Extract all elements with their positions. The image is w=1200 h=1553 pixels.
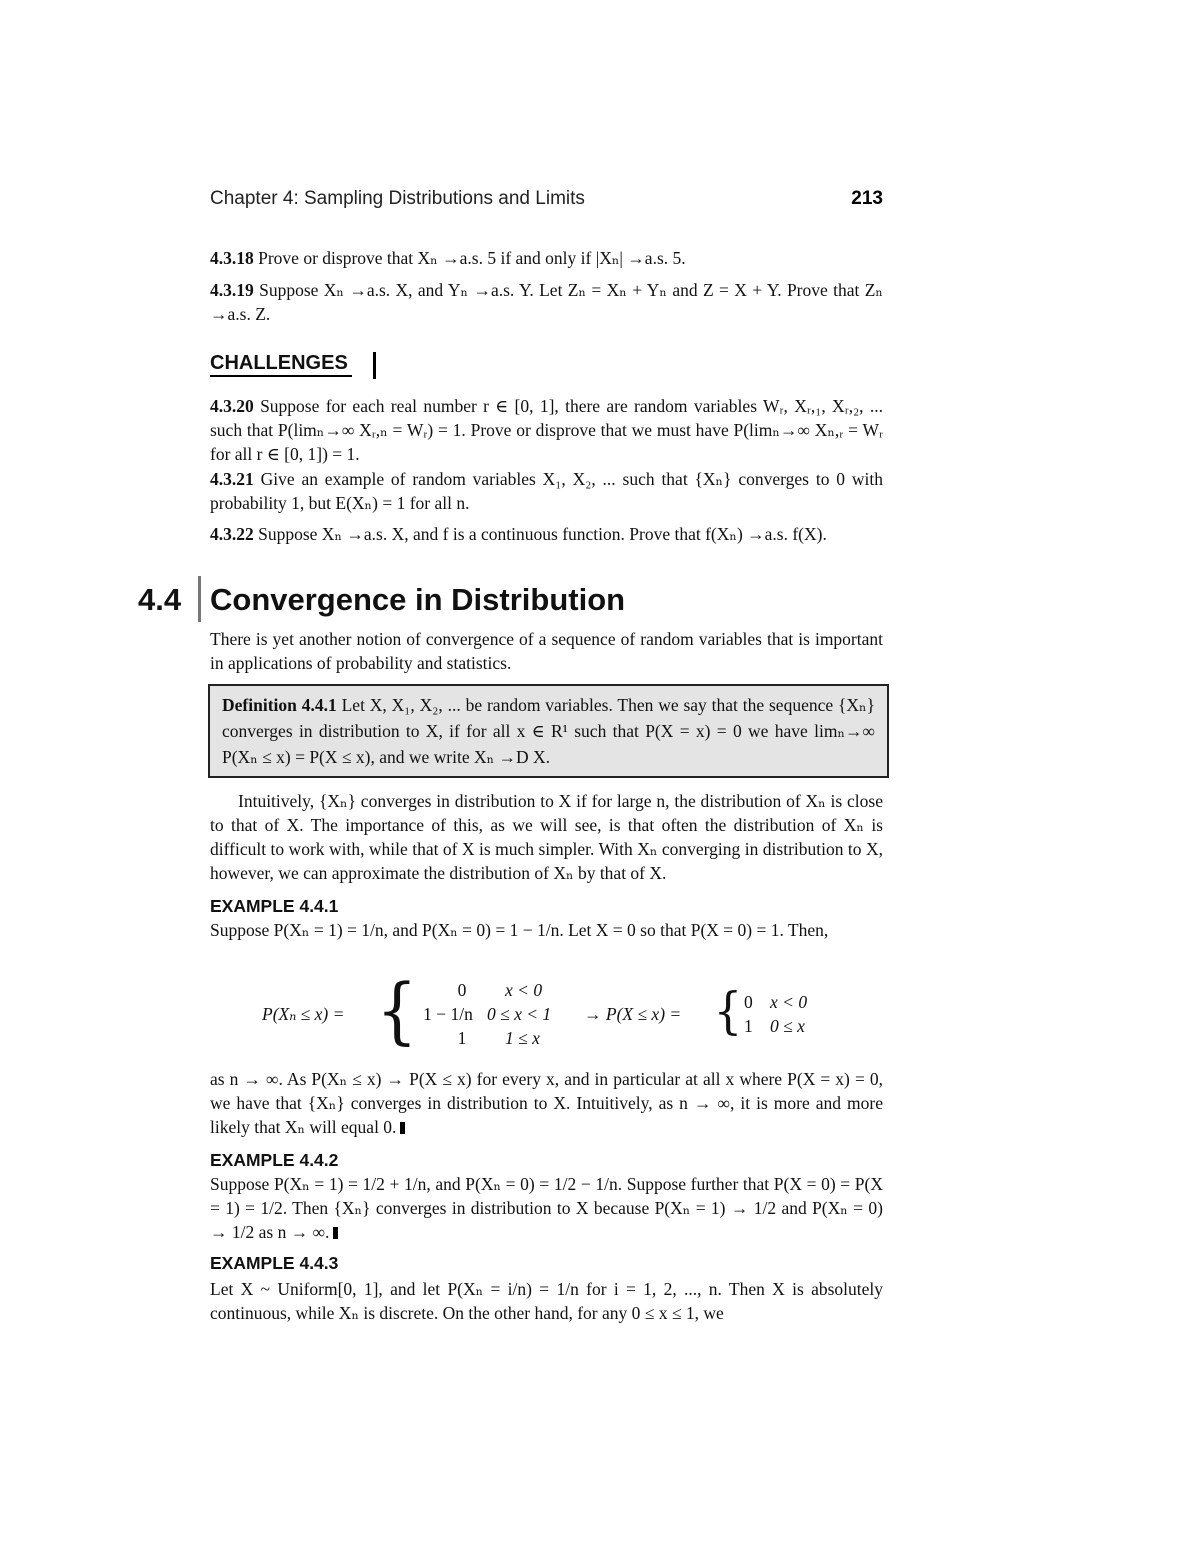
case-condition: 1 ≤ x <box>505 1028 540 1048</box>
problem-4-3-19 <box>210 278 883 326</box>
case-condition: 0 ≤ x <box>770 1016 805 1036</box>
challenge-4-3-20 <box>210 394 883 466</box>
case-value: 0 <box>457 980 467 1000</box>
problem-text: Prove or disprove that Xₙ →a.s. 5 if and only if |Xₙ| →a.s. 5. <box>258 248 686 268</box>
example-4-4-1-heading: EXAMPLE 4.4.1 <box>210 896 339 916</box>
section-number: 4.4 <box>138 582 182 617</box>
example-4-4-3-text: Let X ~ Uniform[0, 1], and let P(Xₙ = i/n) = 1/n for i = 1, 2, ..., n. Then X is absolutely continuous, while Xₙ is discrete. On the other hand, for any 0 ≤ x ≤ 1, we <box>210 1279 883 1323</box>
running-header <box>210 188 883 210</box>
case-condition: x < 0 <box>505 980 543 1000</box>
problem-number: 4.3.20 <box>210 396 254 416</box>
example-4-4-1-conclusion <box>210 1067 883 1139</box>
definition-text: Let X, X₁, X₂, ... be random variables. Then we say that the sequence {Xₙ} converges in distribution to X, if for all x ∈ R¹ such that P(X = x) = 0 we have limₙ→∞ P(Xₙ ≤ x) = P(X ≤ x), and we write Xₙ →D X. <box>222 695 875 767</box>
example-text: Suppose P(Xₙ = 1) = 1/2 + 1/n, and P(Xₙ = 0) = 1/2 − 1/n. Suppose further that P(X = 0) = P(X = 1) = 1/2. Then {Xₙ} converges in distribution to X because P(Xₙ = 1) → 1/2 and P(Xₙ = 0) → 1/2 as n → ∞. <box>210 1174 883 1242</box>
piecewise-equation <box>262 968 862 1052</box>
challenge-4-3-22 <box>210 522 883 546</box>
qed-icon <box>400 1122 405 1134</box>
case-value: 1 <box>457 1028 467 1048</box>
definition-label: Definition 4.4.1 <box>222 695 337 715</box>
conclusion-text: as n → ∞. As P(Xₙ ≤ x) → P(X ≤ x) for every x, and in particular at all x where P(X = x) = 0, we have that {Xₙ} converges in distribution to X. Intuitively, as n → ∞, it is more and more likely that Xₙ will equal 0. <box>210 1069 883 1137</box>
qed-icon <box>333 1227 338 1239</box>
equation-rhs: → P(X ≤ x) = <box>584 1004 682 1024</box>
case-condition: 0 ≤ x < 1 <box>487 1004 552 1024</box>
case-value: 1 − 1/n <box>423 1004 473 1024</box>
problem-text: Give an example of random variables X₁, X₂, ... such that {Xₙ} converges to 0 with probability 1, but E(Xₙ) = 1 for all n. <box>210 469 883 513</box>
problem-number: 4.3.18 <box>210 248 254 268</box>
example-4-4-1-text: Suppose P(Xₙ = 1) = 1/n, and P(Xₙ = 0) = 1 − 1/n. Let X = 0 so that P(X = 0) = 1. Then, <box>210 920 829 940</box>
intuition-paragraph: Intuitively, {Xₙ} converges in distribution to X if for large n, the distribution of Xₙ is close to that of X. The importance of this, as we will see, is that often the distribution of Xₙ is difficult to work with, while that of X is much simpler. With Xₙ converging in distribution to X, however, we can approximate the distribution of Xₙ by that of X. <box>210 791 883 883</box>
challenge-4-3-21 <box>210 467 883 515</box>
problem-number: 4.3.21 <box>210 469 254 489</box>
section-bar <box>198 576 201 622</box>
section-intro: There is yet another notion of convergence of a sequence of random variables that is important in applications of probability and statistics. <box>210 629 883 673</box>
problem-number: 4.3.22 <box>210 524 254 544</box>
problem-4-3-18 <box>210 246 883 270</box>
case-condition: x < 0 <box>770 992 808 1012</box>
problem-number: 4.3.19 <box>210 280 254 300</box>
challenges-bar <box>373 352 376 379</box>
problem-text: Suppose Xₙ →a.s. X, and Yₙ →a.s. Y. Let Zₙ = Xₙ + Yₙ and Z = X + Y. Prove that Zₙ →a.s. Z. <box>210 280 883 324</box>
left-brace: { <box>376 968 418 1052</box>
definition-box <box>208 684 889 778</box>
case-value: 0 <box>744 992 753 1012</box>
challenges-heading: CHALLENGES <box>210 352 352 377</box>
section-title: Convergence in Distribution <box>210 582 626 617</box>
equation-lhs: P(Xₙ ≤ x) = <box>262 1004 345 1024</box>
example-4-4-2-heading: EXAMPLE 4.4.2 <box>210 1150 339 1170</box>
right-brace: { <box>713 982 743 1040</box>
chapter-title: Chapter 4: Sampling Distributions and Limits <box>210 188 585 209</box>
problem-text: Suppose Xₙ →a.s. X, and f is a continuous function. Prove that f(Xₙ) →a.s. f(X). <box>258 524 827 544</box>
example-4-4-2-text <box>210 1172 883 1244</box>
page-number: 213 <box>851 188 883 209</box>
example-4-4-3-heading: EXAMPLE 4.4.3 <box>210 1253 339 1273</box>
case-value: 1 <box>744 1016 753 1036</box>
problem-text: Suppose for each real number r ∈ [0, 1], there are random variables Wᵣ, Xᵣ,₁, Xᵣ,₂, ... such that P(limₙ→∞ Xᵣ,ₙ = Wᵣ) = 1. Prove or disprove that we must have P(limₙ→∞ Xₙ,ᵣ = Wᵣ for all r ∈ [0, 1]) = 1. <box>210 396 884 464</box>
